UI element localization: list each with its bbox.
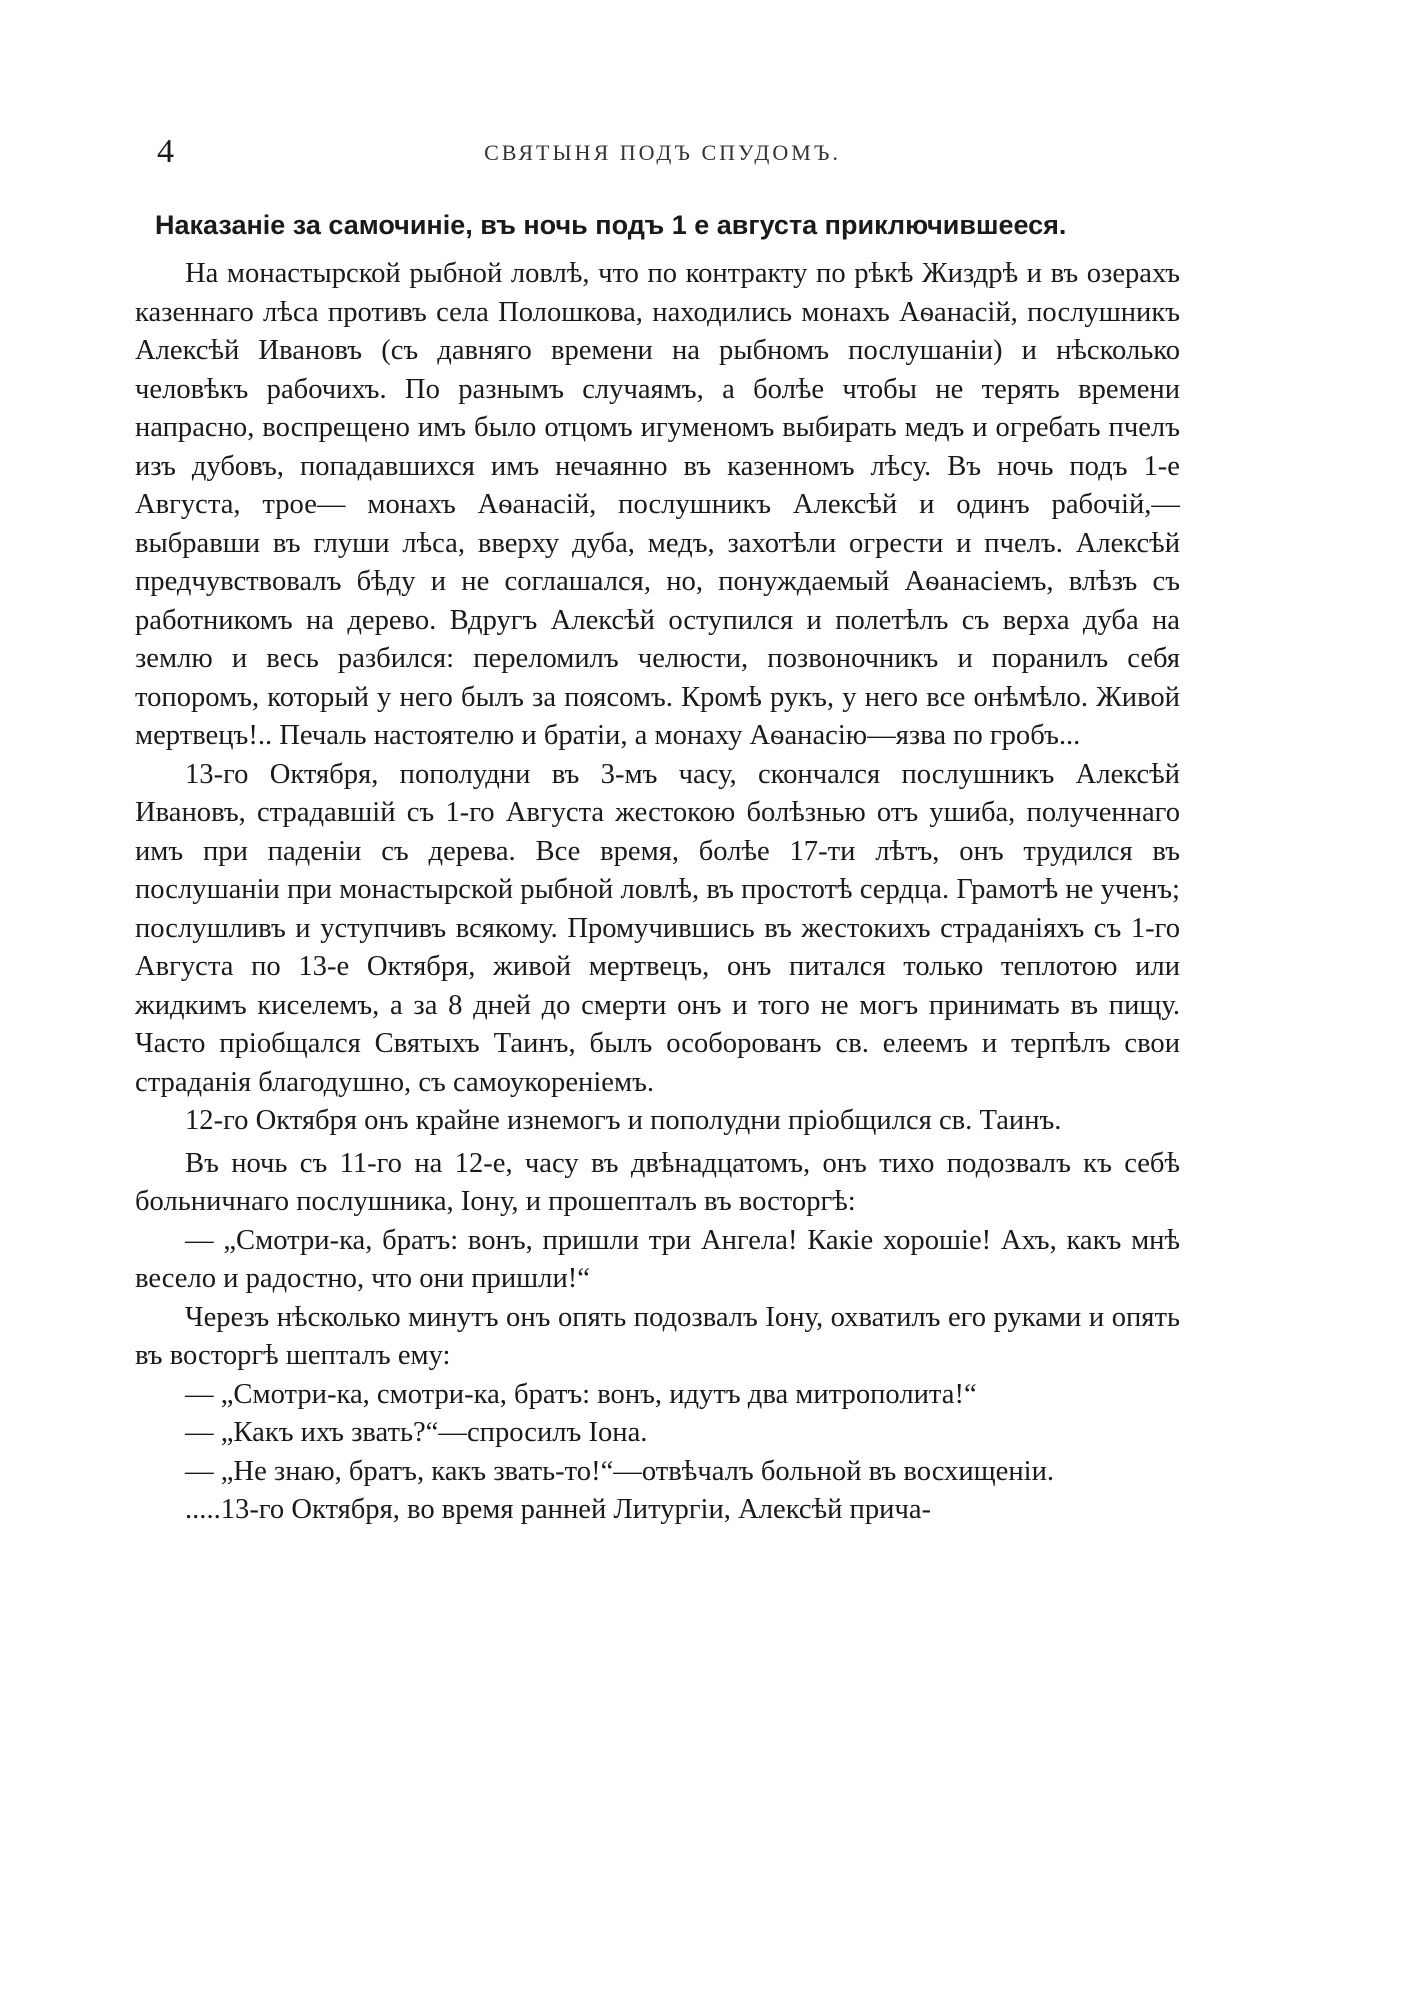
paragraph: 12-го Октября онъ крайне изнемогъ и пополудни пріобщился св. Таинъ. <box>185 1105 1062 1136</box>
body-text <box>135 255 1180 1530</box>
running-title: СВЯТЫНЯ ПОДЪ СПУДОМЪ. <box>484 140 841 165</box>
paragraph: На монастырской рыбной ловлѣ, что по контракту по рѣкѣ Жиздрѣ и въ озерахъ казеннаго лѣса противъ села Полошкова, находились монахъ Аѳанасій, послушникъ Алексѣй Ивановъ (съ давняго времени на рыбномъ послушаніи) и нѣсколько человѣкъ рабочихъ. По разнымъ случаямъ, а болѣе чтобы не терять времени напрасно, воспрещено имъ было отцомъ игуменомъ выбирать медъ и огребать пчелъ изъ дубовъ, попадавшихся имъ нечаянно въ казенномъ лѣсу. Въ ночь подъ 1-е Августа, трое— монахъ Аѳанасій, послушникъ Алексѣй и одинъ рабочій,—выбравши въ глуши лѣса, вверху дуба, медъ, захотѣли огрести и пчелъ. Алексѣй предчувствовалъ бѣду и не соглашался, но, понуждаемый Аѳанасіемъ, влѣзъ съ работникомъ на дерево. Вдругъ Алексѣй оступился и полетѣлъ съ верха дуба на землю и весь разбился: переломилъ челюсти, позвоночникъ и поранилъ себя топоромъ, который у него былъ за поясомъ. Кромѣ рукъ, у него все онѣмѣло. Живой мертвецъ!.. Печаль настоятелю и братіи, а монаху Аѳанасію—язва по гробъ... <box>135 258 1180 751</box>
dialog-line: — „Какъ ихъ звать?“—спросилъ Іона. <box>185 1417 648 1448</box>
running-head <box>145 132 1180 172</box>
paragraph: Черезъ нѣсколько минутъ онъ опять подозвалъ Іону, охватилъ его руками и опять въ восторгѣ шепталъ ему: <box>135 1301 1180 1371</box>
paragraph: .....13-го Октября, во время ранней Литургіи, Алексѣй прича- <box>185 1494 932 1525</box>
dialog-line: — „Не знаю, братъ, какъ звать-то!“—отвѣчалъ больной въ восхищеніи. <box>185 1455 1055 1487</box>
dialog-line: — „Смотри-ка, смотри-ка, братъ: вонъ, идутъ два митрополита!“ <box>185 1378 977 1410</box>
page-number: 4 <box>157 133 174 170</box>
paragraph: Въ ночь съ 11-го на 12-е, часу въ двѣнадцатомъ, онъ тихо подозвалъ къ себѣ больничнаго послушника, Іону, и прошепталъ въ восторгѣ: <box>135 1147 1180 1217</box>
paragraph: 13-го Октября, пополудни въ 3-мъ часу, скончался послушникъ Алексѣй Ивановъ, страдавшій съ 1-го Августа жестокою болѣзнью отъ ушиба, полученнаго имъ при паденіи съ дерева. Все время, болѣе 17-ти лѣтъ, онъ трудился въ послушаніи при монастырской рыбной ловлѣ, въ простотѣ сердца. Грамотѣ не ученъ; послушливъ и уступчивъ всякому. Промучившись въ жестокихъ страданіяхъ съ 1-го Августа по 13-е Октября, живой мертвецъ, онъ питался только теплотою или жидкимъ киселемъ, а за 8 дней до смерти онъ и того не могъ принимать въ пищу. Часто пріобщался Святыхъ Таинъ, былъ особорованъ св. елеемъ и терпѣлъ свои страданія благодушно, съ самоукореніемъ. <box>135 758 1180 1098</box>
dialog-line: — „Смотри-ка, братъ: вонъ, пришли три Ангела! Какіе хорошіе! Ахъ, какъ мнѣ весело и радостно, что они пришли!“ <box>135 1224 1180 1294</box>
section-heading: Наказаніе за самочиніе, въ ночь подъ 1 е августа приключившееся. <box>155 210 1067 240</box>
